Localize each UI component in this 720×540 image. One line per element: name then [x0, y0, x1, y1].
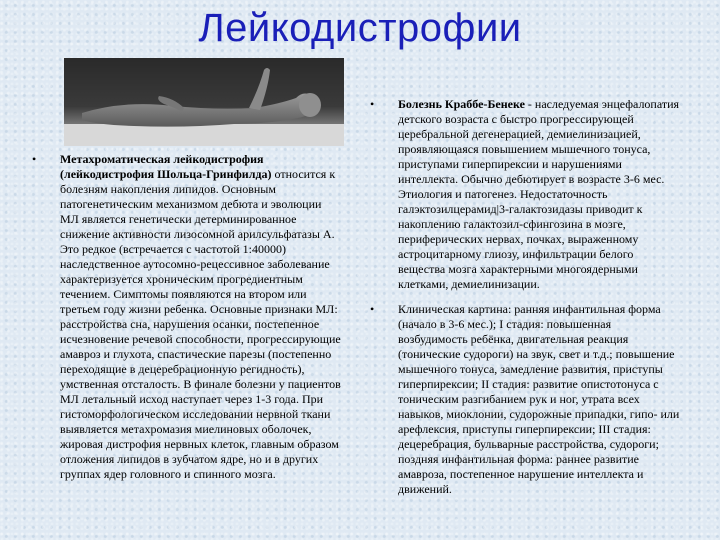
bullet-icon: • — [370, 97, 375, 111]
list-item — [370, 302, 680, 497]
item-text: Клиническая картина: ранняя инфантильная форма (начало в 3-6 мес.); I стадия: повышенная возбудимость ребёнка, двигательная реакция (тонические судороги) на звук, свет и т.д.; повышение мышечного тонуса, замедление развития, приступы гиперпирексии; II стадия: развитие опистотонуса с тоническим разгибанием рук и ног, утрата всех навыков, миоклонии, судорожные припадки, гипо- или арефлексия, приступы гиперпирексии; III стадия: децеребрация, бульварные расстройства, судороги; поздняя инфантильная форма: раннее развитие амавроза, постепенное нарушение интеллекта и движений. — [398, 302, 680, 496]
right-column — [370, 97, 680, 507]
item-lead: Метахроматическая лейкодистрофия (лейкодистрофия Шольца-Гринфилда) — [60, 152, 272, 181]
patient-figure-image — [64, 58, 344, 146]
item-lead: Болезнь Краббе-Бенеке — [398, 97, 525, 111]
bullet-icon: • — [32, 152, 37, 166]
slide-title: Лейкодистрофии — [198, 6, 522, 50]
left-column — [32, 152, 342, 492]
bullet-icon: • — [370, 302, 375, 316]
list-item — [370, 97, 680, 292]
patient-photo — [64, 58, 344, 146]
item-text: относится к болезням накопления липидов. Основным патогенетическим механизмом дебюта и эволюции МЛ является генетически детерминированное снижение активности лизосомной арилсульфатазы А. Это редкое (встречается с частотой 1:40000) наследственное аутосомно-рецессивное заболевание характеризуется хроническим прогредиентным течением. Симптомы появляются на втором или третьем году жизни ребенка. Основные признаки МЛ: расстройства сна, нарушения осанки, постепенное исчезновение речевой способности, прогрессирующие амавроз и глухота, спастические парезы (постепенно переходящие в децеребрационную регидность), умственная отсталость. В финале болезни у пациентов МЛ летальный исход наступает через 1-3 года. При гистоморфологическом исследовании нервной ткани выявляется метахромазия миелиновых оболочек, жировая дистрофия нервных клеток, главным образом отложения липидов в зубчатом ядре, но и в других группах ядер головного и спинного мозга. — [60, 167, 341, 481]
item-text: - наследуемая энцефалопатия детского возраста с быстро прогрессирующей церебральной дегенерацией, демиелинизацией, проявляющаяся повышением мышечного тонуса, приступами гиперпирексии и нарушениями интеллекта. Обычно дебютирует в возрасте 3-6 мес. Этиология и патогенез. Недостаточность галэктозилцерамид|3-галактозидазы приводит к накоплению галактозил-сфингозина в мозге, периферических нервах, почках, выраженному астроцитарному глиозу, инфильтрации белого вещества мозга характерными многоядерными клетками, демиелинизации. — [398, 97, 680, 291]
list-item — [32, 152, 342, 482]
